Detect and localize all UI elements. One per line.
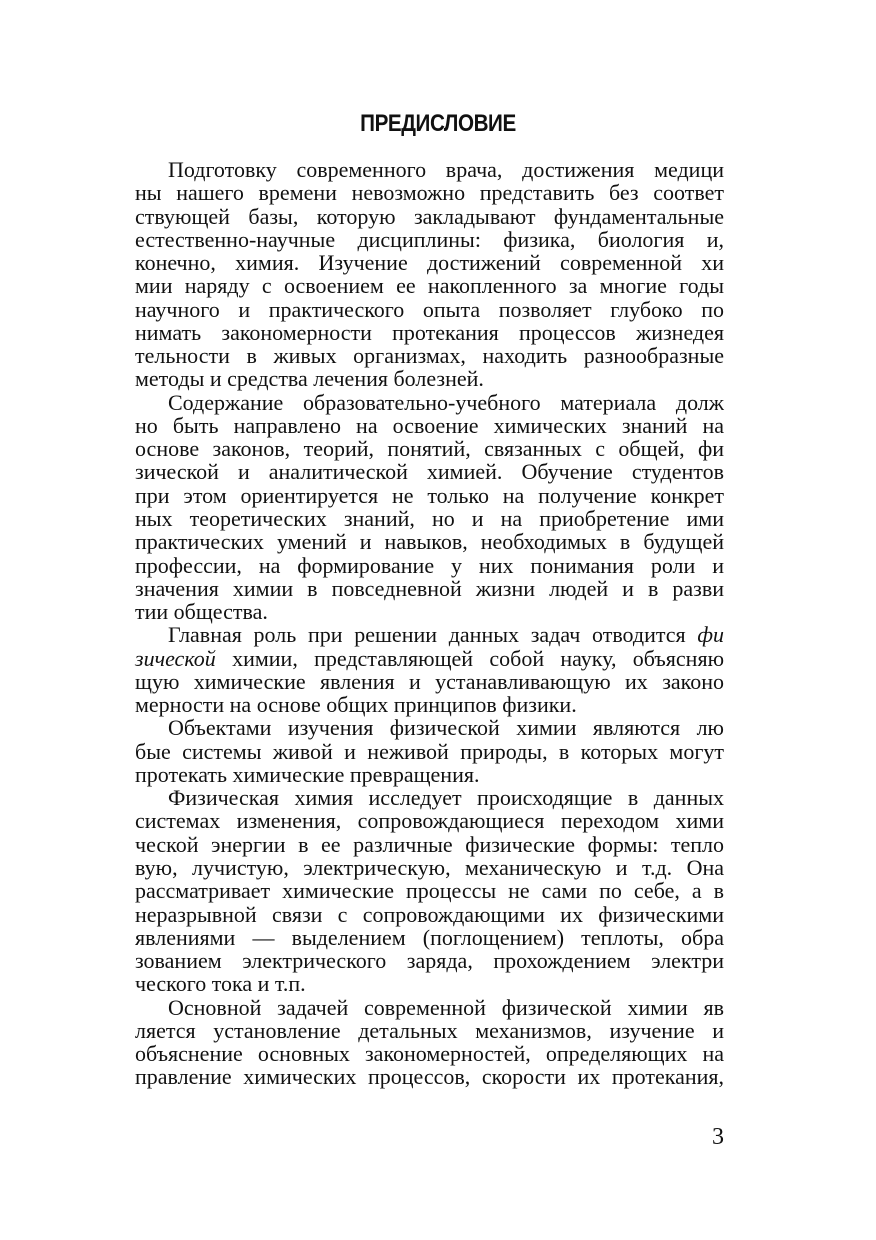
line-text: основе законов, теорий, понятий, связанных с общей, фи — [135, 436, 724, 462]
text-line — [135, 484, 724, 507]
line-text: нимать закономерности протекания процессов жизнедея — [135, 319, 724, 345]
line-text: при этом ориентируется не только на получение конкрет — [135, 482, 724, 508]
text-line — [135, 623, 724, 646]
line-text: Содержание образовательно-учебного материала долж — [168, 389, 724, 415]
line-text: научного и практического опыта позволяет глубоко по — [135, 296, 724, 322]
text-line — [135, 879, 724, 902]
text-line — [135, 251, 724, 274]
line-text: зической и аналитической химией. Обучение студентов — [135, 459, 724, 485]
line-text: ческой энергии в ее различные физические формы: тепло — [135, 831, 724, 857]
text-line — [135, 716, 724, 739]
line-text: вую, лучистую, электрическую, механическую и т.д. Она — [135, 854, 724, 880]
line-text: методы и средства лечения болезней. — [135, 366, 484, 392]
line-text: Основной задачей современной физической химии яв — [168, 994, 724, 1020]
text-line — [135, 600, 724, 623]
line-text: естественно-научные дисциплины: физика, биология и, — [135, 226, 724, 252]
text-line — [135, 577, 724, 600]
body-text — [135, 158, 724, 1089]
text-line — [135, 926, 724, 949]
text-line — [135, 158, 724, 181]
text-line — [135, 321, 724, 344]
text-line — [135, 972, 724, 995]
line-text: неразрывной связи с сопровождающими их физическими — [135, 901, 724, 927]
text-line — [135, 1065, 724, 1088]
line-text: химии, представляющей собой науку, объясняю — [215, 645, 724, 671]
text-line — [135, 856, 724, 879]
line-text: ны нашего времени невозможно представить без соответ — [135, 180, 724, 206]
text-line — [135, 670, 724, 693]
text-line — [135, 647, 724, 670]
text-line — [135, 763, 724, 786]
line-text: явлениями — выделением (поглощением) теплоты, обра — [135, 924, 724, 950]
page-title: ПРЕДИСЛОВИЕ — [360, 110, 516, 137]
text-line — [135, 554, 724, 577]
line-text: конечно, химия. Изучение достижений современной хи — [135, 250, 724, 276]
text-line — [135, 507, 724, 530]
line-text: ческого тока и т.п. — [135, 971, 306, 997]
text-line — [135, 530, 724, 553]
line-text: ляется установление детальных механизмов, изучение и — [135, 1017, 724, 1043]
line-text: системах изменения, сопровождающиеся переходом хими — [135, 808, 724, 834]
text-line — [135, 693, 724, 716]
text-line — [135, 228, 724, 251]
line-text: бые системы живой и неживой природы, в которых могут — [135, 738, 724, 764]
text-line — [135, 833, 724, 856]
line-text: тельности в живых организмах, находить разнообразные — [135, 343, 724, 369]
text-line — [135, 344, 724, 367]
text-line — [135, 298, 724, 321]
text-line — [135, 996, 724, 1019]
text-line — [135, 391, 724, 414]
text-line — [135, 1042, 724, 1065]
line-text: рассматривает химические процессы не сами по себе, а в — [135, 878, 724, 904]
line-text: мерности на основе общих принципов физики. — [135, 692, 577, 718]
text-line — [135, 740, 724, 763]
line-text: ных теоретических знаний, но и на приобретение ими — [135, 505, 724, 531]
line-text: щую химические явления и устанавливающую их законо — [135, 668, 724, 694]
line-text: объяснение основных закономерностей, определяющих на — [135, 1041, 724, 1067]
line-text: правление химических процессов, скорости их протекания, — [135, 1064, 724, 1090]
text-line — [135, 205, 724, 228]
line-text: но быть направлено на освоение химических знаний на — [135, 412, 724, 438]
page-number: 3 — [712, 1124, 724, 1150]
text-line — [135, 414, 724, 437]
text-line — [135, 274, 724, 297]
line-text: профессии, на формирование у них понимания роли и — [135, 552, 724, 578]
line-text: мии наряду с освоением ее накопленного за многие годы — [135, 273, 724, 299]
italic-term: фи — [697, 622, 724, 648]
text-line — [135, 903, 724, 926]
line-text: Главная роль при решении данных задач отводится — [168, 622, 698, 648]
italic-term: зической — [135, 645, 216, 671]
line-text: зованием электрического заряда, прохождением электри — [135, 948, 724, 974]
line-text: Объектами изучения физической химии являются лю — [168, 715, 724, 741]
line-text: ствующей базы, которую закладывают фундаментальные — [135, 203, 724, 229]
line-text: практических умений и навыков, необходимых в будущей — [135, 529, 724, 555]
line-text: Физическая химия исследует происходящие в данных — [168, 785, 724, 811]
text-line — [135, 786, 724, 809]
line-text: тии общества. — [135, 599, 268, 625]
line-text: значения химии в повседневной жизни людей и в разви — [135, 575, 724, 601]
text-line — [135, 437, 724, 460]
text-line — [135, 181, 724, 204]
text-line — [135, 460, 724, 483]
text-line — [135, 949, 724, 972]
text-line — [135, 1019, 724, 1042]
text-line — [135, 809, 724, 832]
line-text: протекать химические превращения. — [135, 761, 480, 787]
text-line — [135, 367, 724, 390]
line-text: Подготовку современного врача, достижения медици — [168, 157, 724, 182]
